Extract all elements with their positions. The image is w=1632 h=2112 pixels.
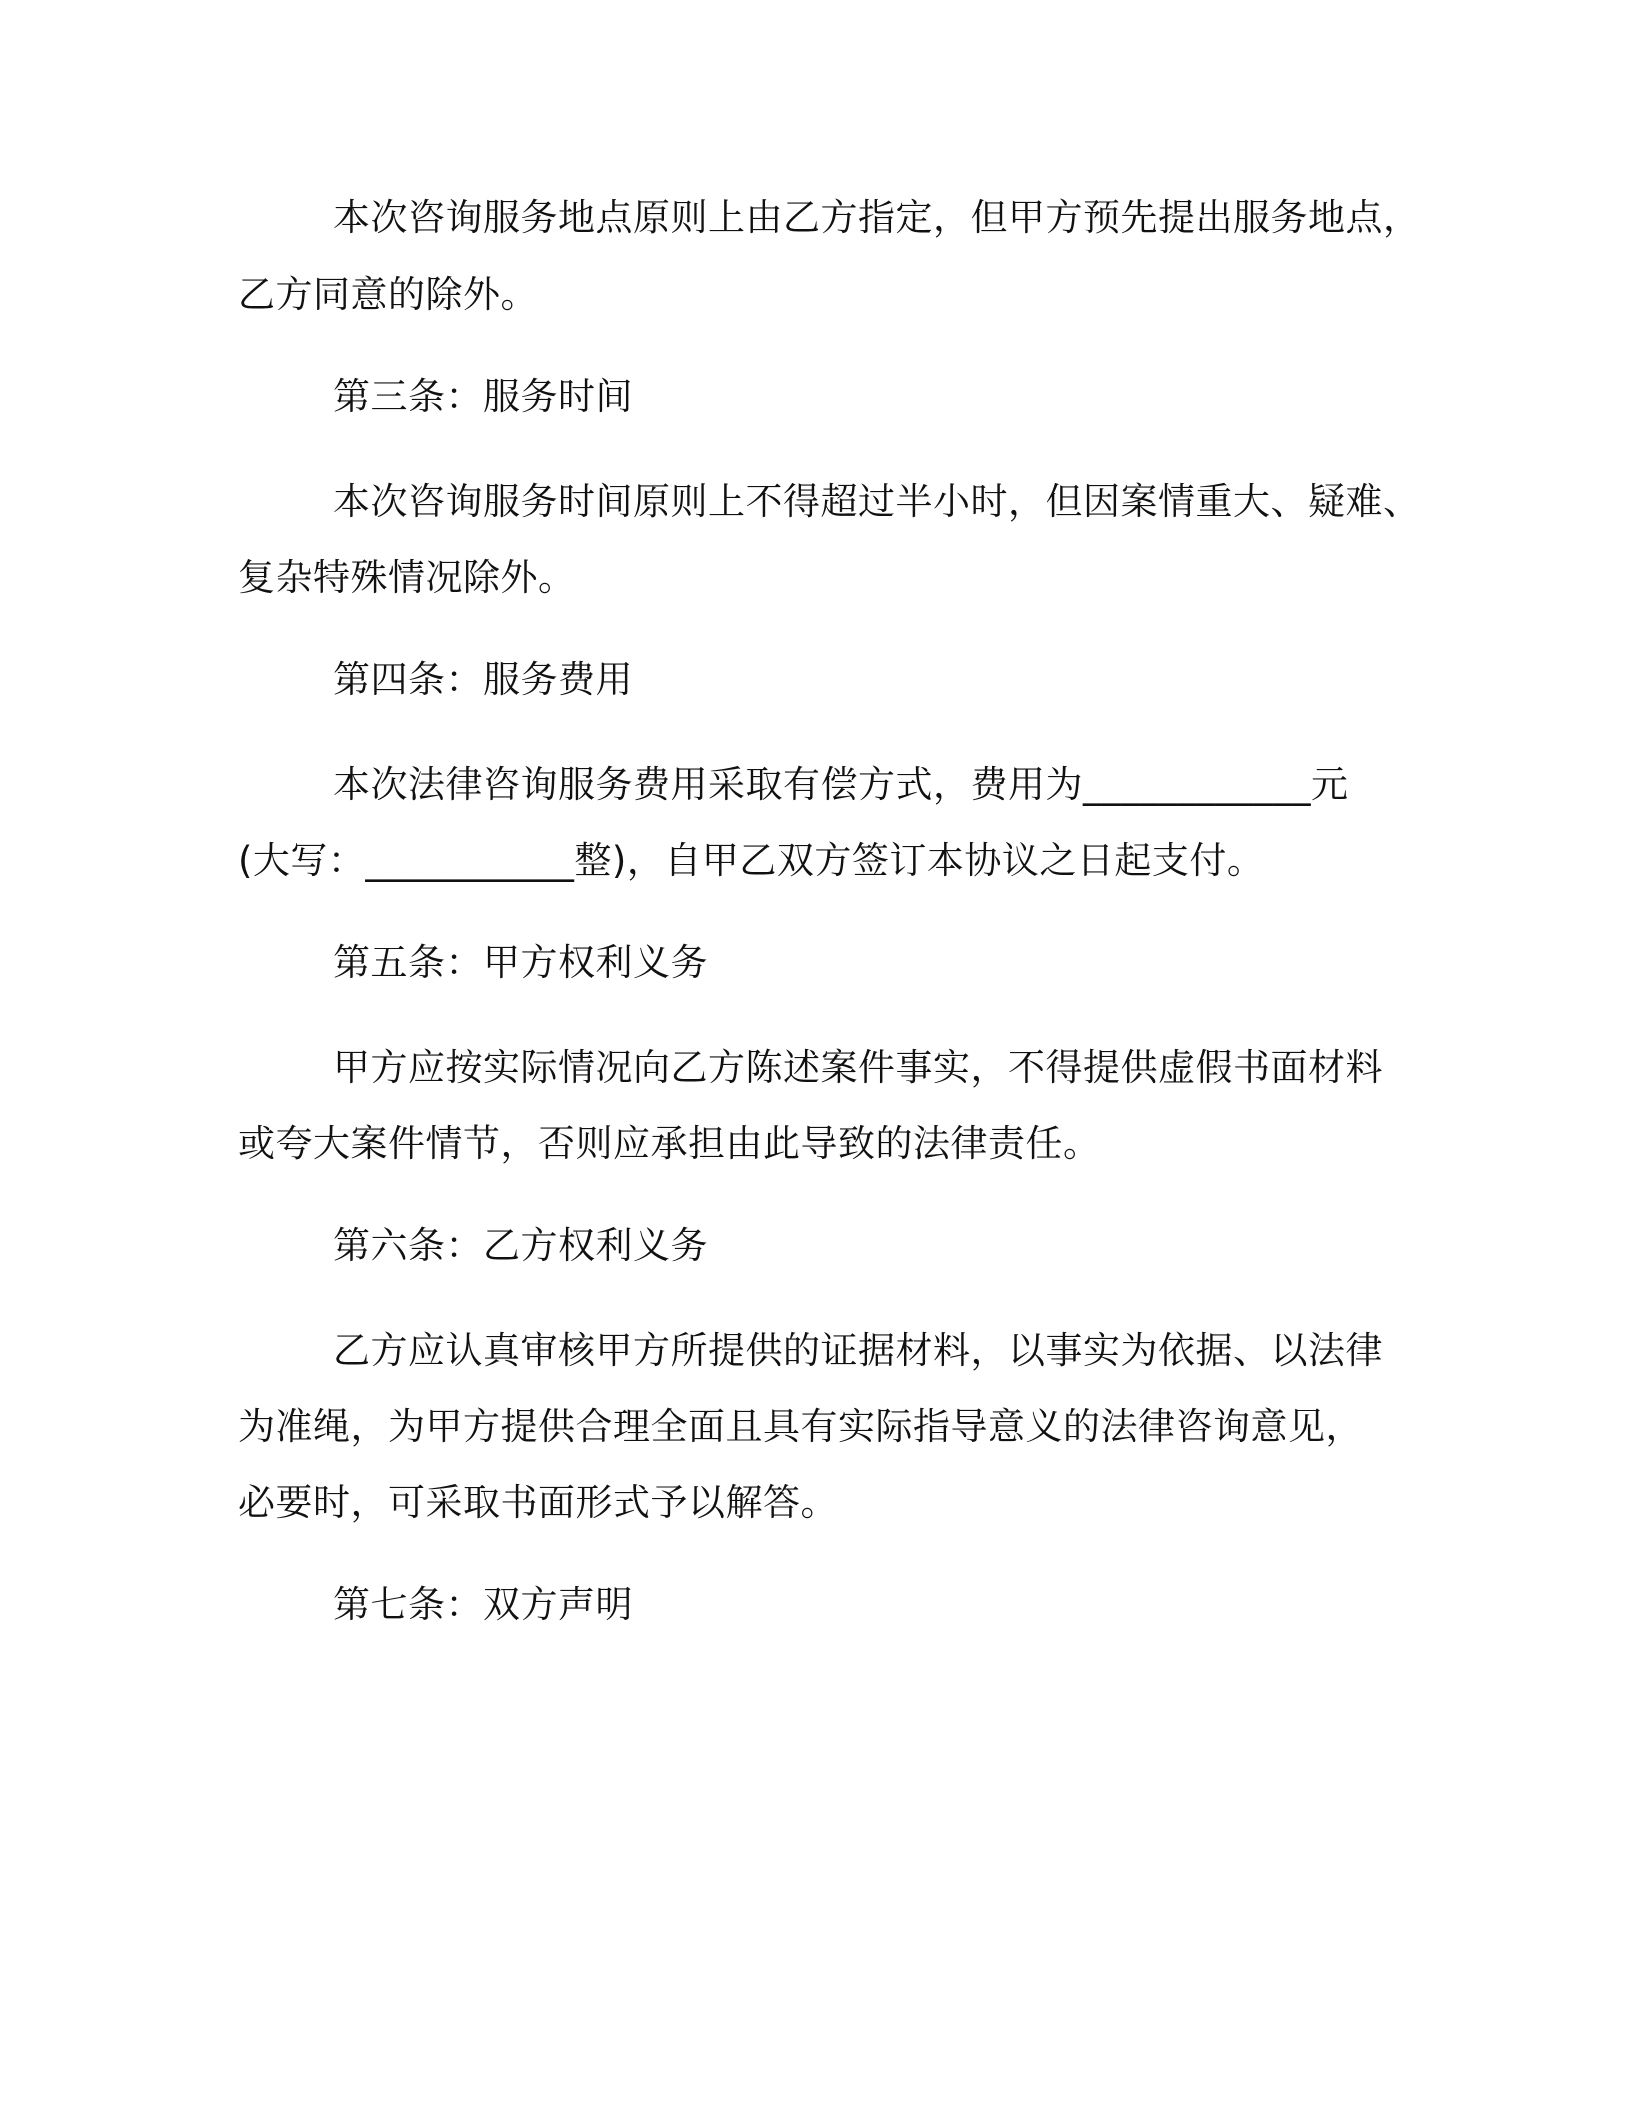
heading-article-7: 第七条：双方声明 <box>333 1583 633 1626</box>
heading-article-3: 第三条：服务时间 <box>333 375 633 418</box>
paragraph-party-a-line-2: 或夸大案件情节，否则应承担由此导致的法律责任。 <box>238 1122 1101 1165</box>
paragraph-time-line-2: 复杂特殊情况除外。 <box>238 556 576 599</box>
heading-article-6: 第六条：乙方权利义务 <box>333 1224 708 1267</box>
paragraph-party-b-line-3: 必要时，可采取书面形式予以解答。 <box>238 1481 838 1524</box>
paragraph-party-b-line-2: 为准绳，为甲方提供合理全面且具有实际指导意义的法律咨询意见， <box>238 1405 1363 1448</box>
paragraph-location-line-2: 乙方同意的除外。 <box>238 273 538 316</box>
heading-article-5: 第五条：甲方权利义务 <box>333 941 708 984</box>
paragraph-location-line-1: 本次咨询服务地点原则上由乙方指定，但甲方预先提出服务地点， <box>333 196 1421 239</box>
paragraph-party-a-line-1: 甲方应按实际情况向乙方陈述案件事实，不得提供虚假书面材料 <box>333 1046 1383 1089</box>
heading-article-4: 第四条：服务费用 <box>333 658 633 701</box>
paragraph-time-line-1: 本次咨询服务时间原则上不得超过半小时，但因案情重大、疑难、 <box>333 480 1421 523</box>
paragraph-fee-line-1: 本次法律咨询服务费用采取有偿方式，费用为____________元 <box>333 763 1349 806</box>
paragraph-party-b-line-1: 乙方应认真审核甲方所提供的证据材料，以事实为依据、以法律 <box>333 1329 1383 1372</box>
paragraph-fee-line-2: (大写：___________整)，自甲乙双方签订本协议之日起支付。 <box>238 839 1265 882</box>
